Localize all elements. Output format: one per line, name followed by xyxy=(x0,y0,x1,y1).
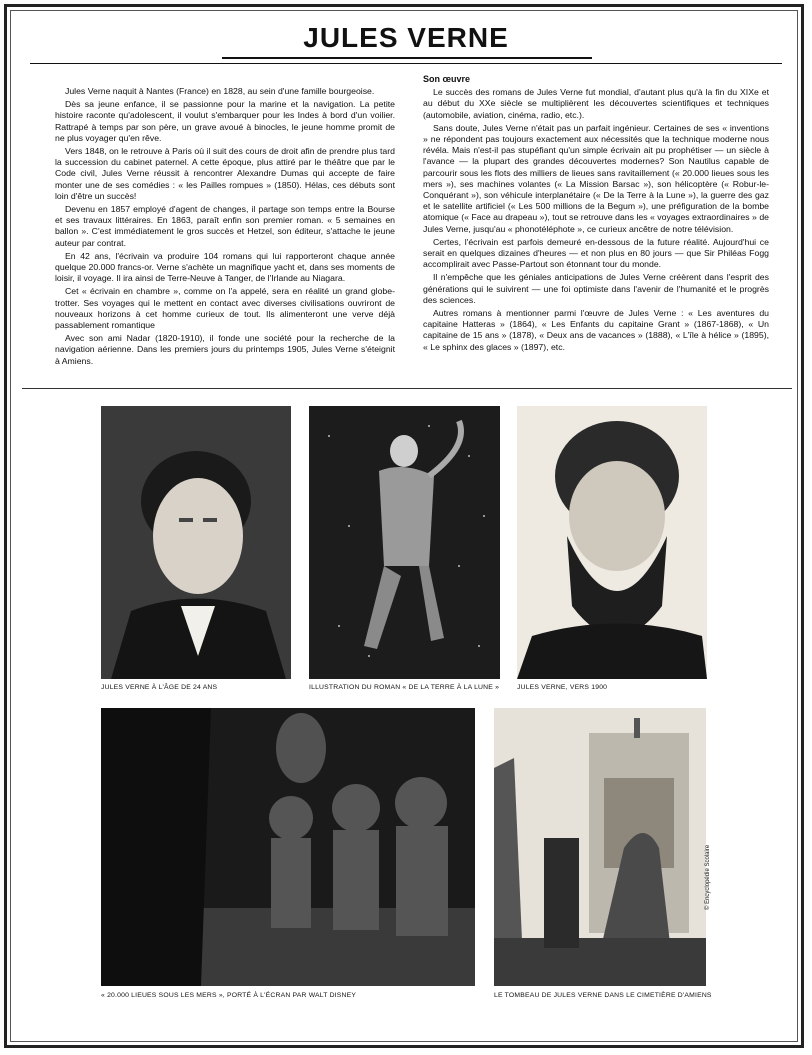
paragraph: Avec son ami Nadar (1820-1910), il fonde une société pour la recherche de la navigation aérienne. Dans les premiers jours du printemps 1905, Jules Verne s'éteignit à Amiens. xyxy=(55,333,395,366)
caption-photo5: LE TOMBEAU DE JULES VERNE DANS LE CIMETIÈRE D'AMIENS xyxy=(494,992,712,999)
paragraph: Le succès des romans de Jules Verne fut mondial, d'autant plus qu'à la fin du XIXe et au début du XXe siècle se multiplièrent les découvertes scientifiques et techniques (automobile, aviation, cinéma, radio, etc.). xyxy=(423,87,769,120)
paragraph: Autres romans à mentionner parmi l'œuvre de Jules Verne : « Les aventures du capitaine Hatteras » (1864), « Les Enfants du capitaine Grant » (1867-1868), « Un capitaine de 15 ans » (1878), « Deux ans de vacances » (1888), « L'île à hélice » (1895), « Le sphinx des glaces » (1897), etc. xyxy=(423,308,769,352)
photo-credit: © Encyclopédie Scolaire xyxy=(705,844,711,910)
paragraph: Vers 1848, on le retrouve à Paris où il suit des cours de droit afin de prendre plus tard la succession du cabinet paternel. A cette époque, plus attiré par le théâtre que par le Code civil, Jules Verne réussit à rencontrer Alexandre Dumas qui accepte de faire monter une de ses comédies : « les Pailles rompues » (1850). Hélas, ces débuts sont loin d'être un succès! xyxy=(55,146,395,201)
paragraph: Devenu en 1857 employé d'agent de changes, il partage son temps entre la Bourse et ses travaux littéraires. En 1863, paraît enfin son premier roman. « 5 semaines en ballon ». C'est immédiatement le gros succès et Hetzel, son éditeur, s'attache le jeune auteur par contrat. xyxy=(55,204,395,248)
portrait-photo-young xyxy=(101,406,291,679)
caption-photo2: ILLUSTRATION DU ROMAN « DE LA TERRE À LA LUNE » xyxy=(309,684,500,691)
paragraph: Sans doute, Jules Verne n'était pas un parfait ingénieur. Certaines de ses « inventions » ne répondent pas toujours exactement aux nécessités que la technique moderne nous révéla. Mais n'est-il pas stupéfiant qu'un simple écrivain ait pu prophétiser — un siècle à l'avance — la plupart des grandes découvertes modernes? Son Nautilus capable de parcourir sous les flots des milliers de lieues sans ravitaillement (« 20.000 lieues sous les mers »), ses machines volantes (« La Mission Barsac »), son hélicoptère (« Robur-le-Conquérant »), son véhicule interplanétaire (« De la Terre à la Lune »), la guerre des gaz et le satellite artificiel (« Les 500 millions de la Begum »), une préfiguration de la bombe atomique (« Face au drapeau »), tout se retrouve dans les « voyages extraordinaires » de Jules Verne, jusqu'au « phonotéléphote », ce curieux ancêtre de notre télévision. xyxy=(423,122,769,234)
tomb-photo xyxy=(494,708,706,986)
paragraph: Cet « écrivain en chambre », comme on l'a appelé, sera en réalité un grand globe-trotter. Ses voyages qui le mettent en contact avec diverses civilisations ouvriront de nouveaux horizons à cet homme curieux de tout. Ils alimenteront une verve déjà passablement romantique xyxy=(55,286,395,331)
paragraph: Jules Verne naquit à Nantes (France) en 1828, au sein d'une famille bourgeoise. xyxy=(65,86,375,96)
film-still-photo xyxy=(101,708,475,986)
title-rule xyxy=(222,57,592,59)
section-heading: Son œuvre xyxy=(423,74,471,84)
caption-photo1: JULES VERNE À L'ÂGE DE 24 ANS xyxy=(101,684,218,691)
caption-photo3: JULES VERNE, VERS 1900 xyxy=(517,684,608,691)
right-column xyxy=(423,74,769,355)
left-column xyxy=(55,86,395,369)
paragraph: Dès sa jeune enfance, il se passionne pour la marine et la navigation. La petite histoire raconte qu'adolescent, il voulut s'embarquer pour les Indes à bord d'un voilier. Rattrapé à temps par son père, un grave avoué à binocles, le jeune homme promit de ne plus voyager qu'en rêve. xyxy=(55,99,395,143)
illustration-photo xyxy=(309,406,500,679)
page-title: JULES VERNE xyxy=(303,22,509,53)
section-divider xyxy=(22,388,792,389)
header-rule xyxy=(30,63,782,64)
portrait-photo-older xyxy=(517,406,707,679)
paragraph: Il n'empêche que les géniales anticipations de Jules Verne créèrent dans l'esprit des générations qui le suivirent — une foi optimiste dans l'avenir de l'humanité et le progrès des sciences. xyxy=(423,272,769,305)
paragraph: Certes, l'écrivain est parfois demeuré en-dessous de la future réalité. Aujourd'hui ce serait en quelques dizaines d'heures — et non plus en 80 jours — que Sir Philéas Fogg accomplirait avec Passe-Partout son étonnant tour du monde. xyxy=(423,236,769,270)
paragraph: En 42 ans, l'écrivain va produire 104 romans qui lui rapporteront chaque année quelque 20.000 francs-or. Verne s'achète un magnifique yacht et, dans ses moments de loisir, il voyage. Il ira ainsi de Terre-Neuve à Tanger, de l'Irlande au Niagara. xyxy=(55,250,395,284)
caption-photo4: « 20.000 LIEUES SOUS LES MERS », PORTÉ À L'ÉCRAN PAR WALT DISNEY xyxy=(101,992,357,999)
